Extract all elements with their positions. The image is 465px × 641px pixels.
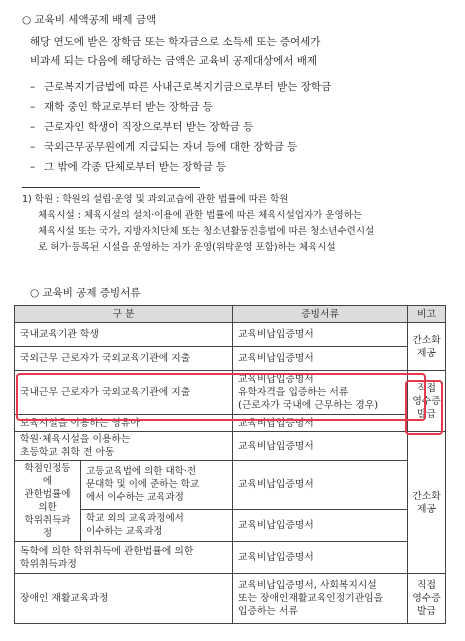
row-group: 학점인정등에 관한법률에 의한 학위취득과정 bbox=[15, 461, 81, 542]
note-cell: 직접 영수증 발급 bbox=[408, 371, 446, 432]
table-row bbox=[15, 371, 446, 415]
table-row bbox=[15, 347, 446, 371]
note-cell: 간소화 제공 bbox=[408, 432, 446, 574]
note-cell: 간소화 제공 bbox=[408, 323, 446, 371]
table-row bbox=[15, 574, 446, 624]
note-cell: 직접 영수증 발급 bbox=[408, 574, 446, 624]
row-docs: 교육비납입증명서 bbox=[233, 347, 408, 371]
table-row bbox=[15, 323, 446, 347]
section2-title: 교육비 공제 증빙서류 bbox=[42, 287, 141, 299]
table-header-row bbox=[15, 306, 446, 323]
row-category: 장애인 재활교육과정 bbox=[15, 574, 233, 624]
table-row bbox=[15, 542, 446, 574]
evidence-documents-table bbox=[14, 305, 446, 624]
section1-intro-line-2: 비과세 되는 다음에 해당하는 금액은 교육비 공제대상에서 배제 bbox=[30, 55, 318, 67]
row-docs: 교육비납입증명서 유학자격을 입증하는 서류 (근로자가 국내에 근무하는 경우) bbox=[233, 371, 408, 415]
row-category: 독학에 의한 학위취득에 관한법률에 의한 학위취득과정 bbox=[15, 542, 233, 574]
row-docs: 교육비납입증명서 bbox=[233, 509, 408, 541]
bullet-item: – 국외근무공무원에게 지급되는 자녀 등에 대한 장학금 등 bbox=[30, 141, 298, 153]
footnote-line-4: 로 허가·등록된 시설을 운영하는 자가 운영(위탁운영 포함)하는 체육시설 bbox=[38, 242, 336, 253]
bullet-item: – 근로자인 학생이 직장으로부터 받는 장학금 등 bbox=[30, 121, 254, 133]
row-category: 국내근무 근로자가 국외교육기관에 지출 bbox=[15, 371, 233, 415]
header-category: 구 분 bbox=[15, 306, 233, 323]
bullet-item: – 재학 중인 학교로부터 받는 장학금 등 bbox=[30, 101, 213, 113]
footnote-line-2: 체육시설 : 체육시설의 설치·이용에 관한 법률에 따른 체육시설업자가 운영하는 bbox=[38, 210, 363, 221]
footnote-divider bbox=[22, 187, 200, 188]
row-category: 보육시설을 이용하는 영유아 bbox=[15, 415, 233, 432]
section1-title: 교육비 세액공제 배제 금액 bbox=[34, 14, 157, 26]
section2-marker: ○ bbox=[30, 287, 40, 299]
row-docs: 교육비납입증명서 bbox=[233, 415, 408, 432]
header-docs: 증빙서류 bbox=[233, 306, 408, 323]
row-docs: 교육비납입증명서, 사회복지시설 또는 장애인재활교육인정기관임을 입증하는 서류 bbox=[233, 574, 408, 624]
section2-heading bbox=[30, 285, 140, 300]
table-row bbox=[15, 415, 446, 432]
footnote-line-3: 체육시설 또는 국가, 지방자치단체 또는 청소년활동진흥법에 따른 청소년수련시설 bbox=[38, 226, 375, 237]
row-docs: 교육비납입증명서 bbox=[233, 461, 408, 510]
table-row bbox=[15, 461, 446, 510]
bullet-item: – 근로복지기금법에 따른 사내근로복지기금으로부터 받는 장학금 bbox=[30, 81, 332, 93]
header-note: 비고 bbox=[408, 306, 446, 323]
row-subcategory: 학교 외의 교육과정에서 이수하는 교육과정 bbox=[81, 509, 233, 541]
row-category: 국외근무 근로자가 국외교육기관에 지출 bbox=[15, 347, 233, 371]
row-docs: 교육비납입증명서 bbox=[233, 542, 408, 574]
section1-heading bbox=[22, 12, 156, 27]
row-docs: 교육비납입증명서 bbox=[233, 432, 408, 461]
row-subcategory: 고등교육법에 의한 대학·전 문대학 및 이에 준하는 학교 에서 이수하는 교육과정 bbox=[81, 461, 233, 510]
row-docs: 교육비납입증명서 bbox=[233, 323, 408, 347]
section1-intro-line-1: 해당 연도에 받은 장학금 또는 학자금으로 소득세 또는 증여세가 bbox=[30, 36, 321, 48]
footnote-line-1: 1) 학원 : 학원의 설립·운영 및 과외교습에 관한 법률에 따른 학원 bbox=[22, 194, 289, 205]
row-category: 국내교육기관 학생 bbox=[15, 323, 233, 347]
row-category: 학원·체육시설을 이용하는 초등학교 취학 전 아동 bbox=[15, 432, 233, 461]
table-row bbox=[15, 432, 446, 461]
bullet-item: – 그 밖에 각종 단체로부터 받는 장학금 등 bbox=[30, 161, 227, 173]
section1-marker: ○ bbox=[22, 14, 32, 26]
